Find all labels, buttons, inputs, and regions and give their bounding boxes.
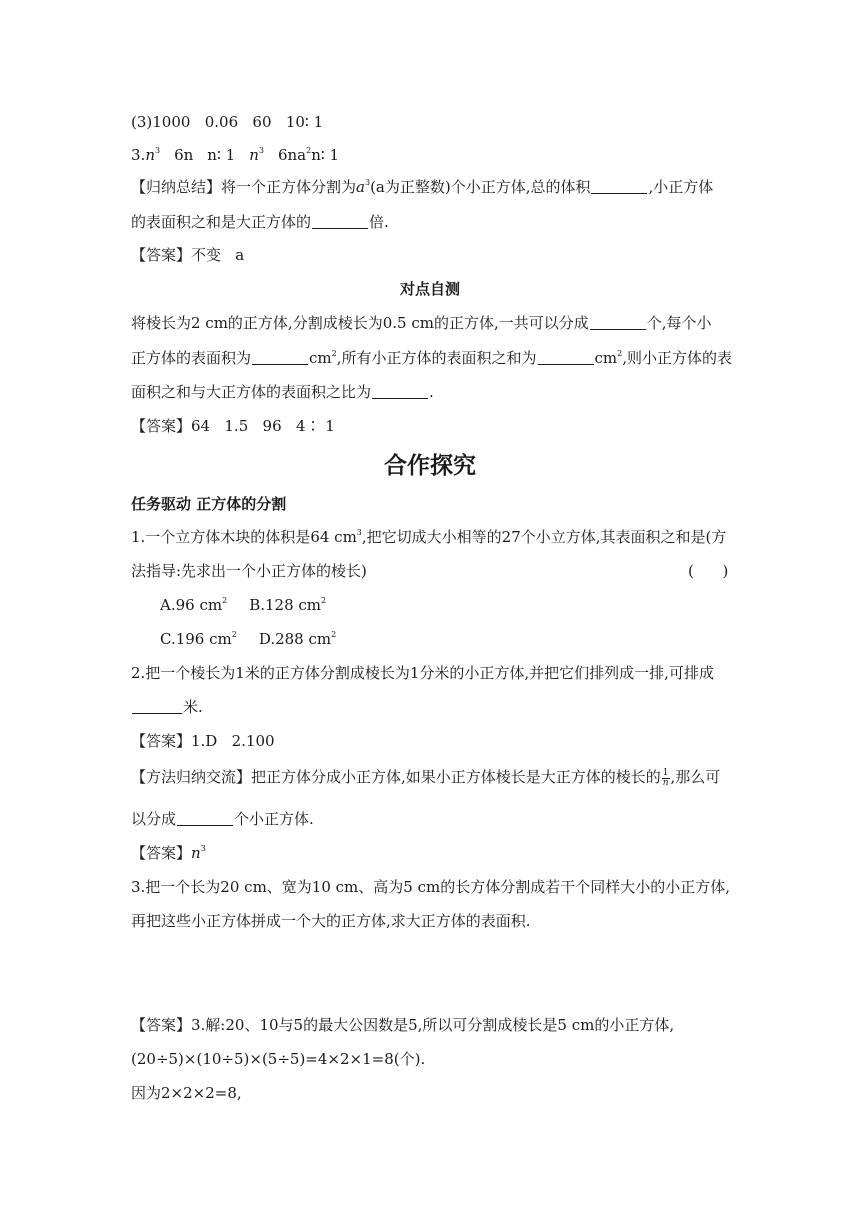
method-text-b: ,那么可 bbox=[670, 768, 721, 786]
answer-label: 【答案】 bbox=[131, 844, 192, 862]
q2-line-2 bbox=[131, 697, 203, 717]
q1-text-b: ,把它切成大小相等的27个小立方体,其表面积之和是(方 bbox=[361, 528, 727, 546]
blank-area[interactable] bbox=[252, 350, 308, 365]
q1-options-row-2 bbox=[160, 629, 336, 649]
summary-text-3: 倍. bbox=[369, 213, 389, 231]
var-n-2: n bbox=[249, 146, 259, 164]
q1-options-row-1 bbox=[160, 595, 326, 615]
check-text-b: 个,每个小 bbox=[646, 314, 712, 332]
ratio-n-1: n∶ 1 bbox=[207, 146, 236, 164]
q2-line-1 bbox=[131, 663, 714, 683]
formula-6na: 6na bbox=[277, 146, 307, 164]
answer-q3-line-1 bbox=[131, 1015, 674, 1035]
blank-length[interactable] bbox=[132, 699, 182, 714]
answer-check bbox=[131, 416, 335, 436]
summary-line-1 bbox=[131, 177, 713, 197]
option-d[interactable]: D.288 $cm^2$ bbox=[258, 630, 337, 648]
q3-text-2: 再把这些小正方体拼成一个大的正方体,求大正方体的表面积. bbox=[131, 912, 531, 930]
unit-cm-2: cm bbox=[594, 349, 618, 367]
method-text-2a: 以分成 bbox=[131, 810, 177, 828]
fraction-1-over-n: $\frac{1}{n}$ bbox=[662, 767, 669, 788]
answer-text: 【答案】3.解:20、10与5的最大公因数是5,所以可分割成棱长是5 cm的小正方体, bbox=[131, 1016, 675, 1034]
check-text: 将棱长为2 cm的正方体,分割成棱长为0.5 cm的正方体,一共可以分成 bbox=[131, 314, 589, 332]
summary-text-tail: ,小正方体 bbox=[648, 178, 714, 196]
blank-cube-count[interactable] bbox=[177, 811, 233, 826]
check-text-2a: 正方体的表面积为 bbox=[131, 349, 252, 367]
q1-line-1: 1.一个立方体木块的体积是64 $cm^3$,把它切成大小相等的27个小立方体,其表面积之和是(方 bbox=[131, 528, 727, 546]
q1-text: 1.一个立方体木块的体积是64 cm bbox=[131, 528, 357, 546]
q1-line-2 bbox=[131, 561, 367, 581]
blank-total-area[interactable] bbox=[538, 350, 594, 365]
answer-parentheses[interactable]: ( ) bbox=[688, 562, 729, 580]
q3-text: 3.把一个长为20 cm、宽为10 cm、高为5 cm的长方体分割成若干个同样大小的小正方体, bbox=[131, 878, 730, 896]
check-line-1 bbox=[131, 313, 712, 333]
answer-text: 【答案】不变 a bbox=[131, 246, 245, 264]
answer-text-3: 因为2×2×2=8, bbox=[131, 1084, 242, 1102]
method-line-1 bbox=[131, 767, 720, 788]
var-n: n bbox=[145, 146, 155, 164]
answer-unchanged bbox=[131, 245, 244, 265]
summary-line-2 bbox=[131, 212, 389, 232]
q2-text: 2.把一个棱长为1米的正方体分割成棱长为1分米的小正方体,并把它们排列成一排,可排成 bbox=[131, 664, 714, 682]
task-heading: 任务驱动 正方体的分割 bbox=[131, 495, 287, 513]
q3-line-2 bbox=[131, 911, 531, 931]
blank-times[interactable] bbox=[312, 214, 368, 229]
exponent: 3 bbox=[154, 146, 161, 155]
option-c[interactable]: C.196 $cm^2$ bbox=[160, 630, 237, 648]
exponent: 3 bbox=[200, 844, 206, 853]
item-number: 3. bbox=[131, 146, 146, 164]
answer-text: 【答案】1.D 2.100 bbox=[131, 732, 275, 750]
option-a[interactable]: A.96 $cm^2$ bbox=[160, 596, 228, 614]
formula-line: $3.n^3$ 6n n∶ 1 $n^3$ $6na^2n∶$ 1 bbox=[131, 146, 340, 164]
check-text-3a: 面积之和与大正方体的表面积之比为 bbox=[131, 383, 372, 401]
exponent: 3 bbox=[364, 178, 371, 187]
method-line-2 bbox=[131, 809, 314, 829]
answer-q3-line-3 bbox=[131, 1083, 242, 1103]
q1-hint: 法指导:先求出一个小正方体的棱长) bbox=[131, 562, 367, 580]
answer-q3-line-2 bbox=[131, 1049, 425, 1069]
summary-text: 【归纳总结】将一个正方体分割为 bbox=[131, 178, 357, 196]
q3-line-1 bbox=[131, 877, 730, 897]
answer-text: 【答案】64 1.5 96 4∶ 1 bbox=[131, 417, 335, 435]
method-text: 【方法归纳交流】把正方体分成小正方体,如果小正方体棱长是大正方体的棱长的 bbox=[131, 768, 661, 786]
check-text-2e: ,则小正方体的表 bbox=[622, 349, 733, 367]
summary-text-2: 的表面积之和是大正方体的 bbox=[131, 213, 312, 231]
blank-ratio[interactable] bbox=[372, 384, 428, 399]
blank-count[interactable] bbox=[590, 315, 646, 330]
method-text-2b: 个小正方体. bbox=[234, 810, 314, 828]
var-n: n bbox=[191, 844, 201, 862]
answer-q1-q2 bbox=[131, 731, 275, 751]
unit-cm: cm bbox=[309, 349, 332, 367]
check-text-2c: ,所有小正方体的表面积之和为 bbox=[336, 349, 537, 367]
check-line-3 bbox=[131, 382, 434, 402]
var-a: a bbox=[356, 178, 365, 196]
check-text-3b: . bbox=[429, 383, 434, 401]
answer-line-3 bbox=[131, 112, 323, 132]
option-b[interactable]: B.128 $cm^2$ bbox=[249, 596, 327, 614]
q2-unit: 米. bbox=[183, 698, 203, 716]
answer-method bbox=[131, 843, 206, 863]
formula-6n: 6n bbox=[174, 146, 194, 164]
section-heading-cooperate: 合作探究 bbox=[384, 453, 476, 479]
ratio-n-1-b: n∶ 1 bbox=[311, 146, 340, 164]
summary-text-mid: (a为正整数)个小正方体,总的体积 bbox=[370, 178, 591, 196]
answer-values: (3)1000 0.06 60 10∶ 1 bbox=[131, 113, 324, 131]
exponent-2: 3 bbox=[258, 146, 264, 155]
check-line-2: 正方体的表面积为 $cm^2$,所有小正方体的表面积之和为 $cm^2$,则小正方体的表 bbox=[131, 349, 733, 367]
blank-volume[interactable] bbox=[591, 179, 647, 194]
section-heading-check: 对点自测 bbox=[399, 280, 460, 298]
answer-formula: (20÷5)×(10÷5)×(5÷5)=4×2×1=8(个). bbox=[131, 1050, 426, 1068]
